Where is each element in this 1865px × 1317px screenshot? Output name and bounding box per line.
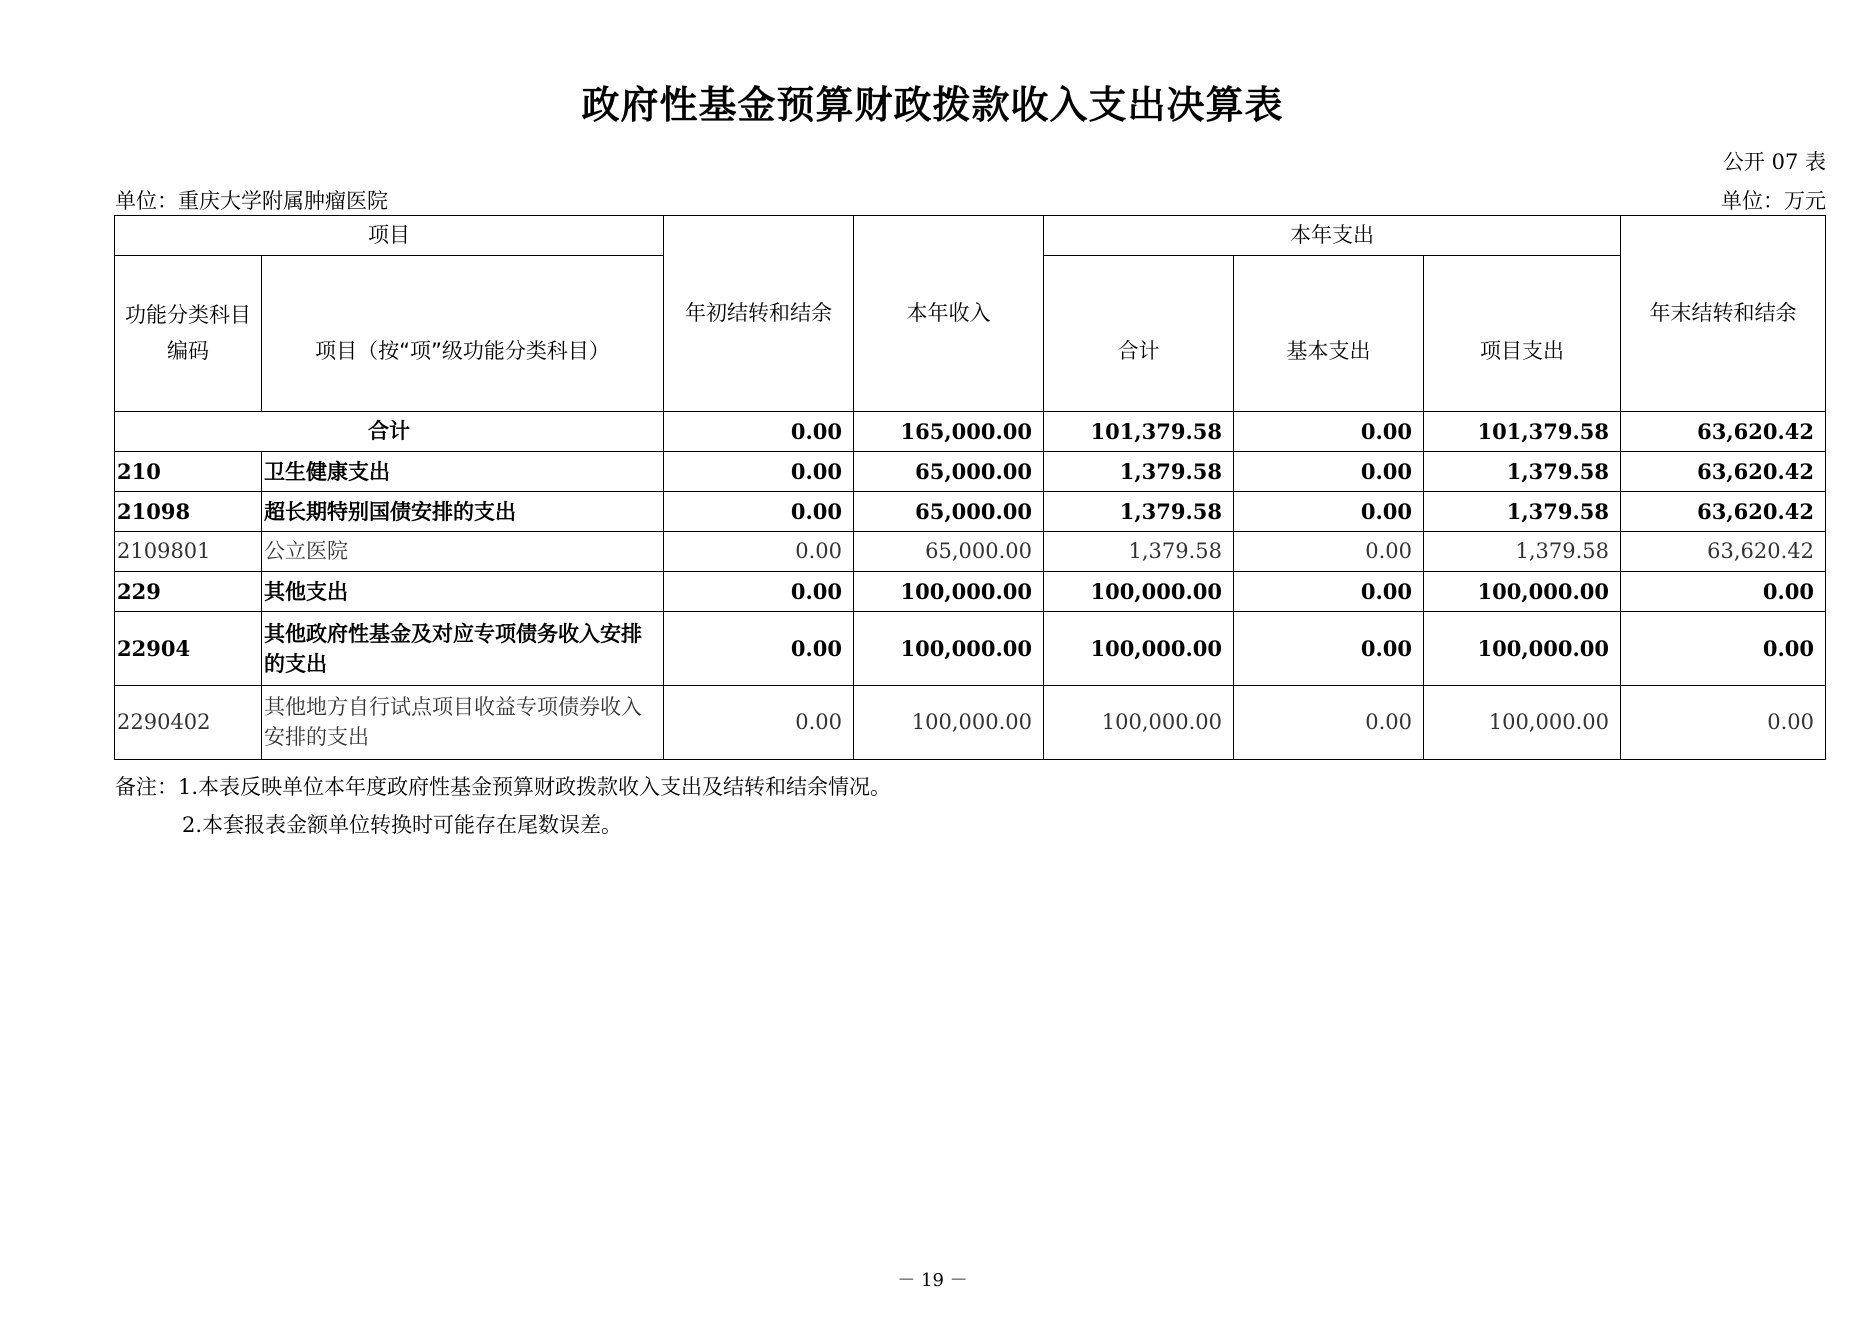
cell-exp-project: 1,379.58 xyxy=(1424,492,1621,532)
cell-code: 229 xyxy=(115,572,262,612)
page-number: － 19 － xyxy=(897,1270,968,1291)
table-row xyxy=(115,572,1826,612)
table-row xyxy=(115,452,1826,492)
cell-name: 其他支出 xyxy=(262,572,664,612)
form-number: 公开 07 表 xyxy=(1722,150,1826,174)
cell-income: 165,000.00 xyxy=(854,412,1044,452)
note-line-2: 2.本套报表金额单位转换时可能存在尾数误差。 xyxy=(182,813,623,837)
cell-end: 63,620.42 xyxy=(1621,532,1826,572)
cell-exp-total: 100,000.00 xyxy=(1044,612,1234,686)
cell-income: 65,000.00 xyxy=(854,532,1044,572)
cell-exp-project: 100,000.00 xyxy=(1424,612,1621,686)
cell-end: 0.00 xyxy=(1621,572,1826,612)
cell-begin: 0.00 xyxy=(664,452,854,492)
cell-begin: 0.00 xyxy=(664,612,854,686)
cell-income: 100,000.00 xyxy=(854,686,1044,760)
cell-exp-basic: 0.00 xyxy=(1234,532,1424,572)
cell-name: 其他政府性基金及对应专项债务收入安排的支出 xyxy=(262,612,664,686)
table-row xyxy=(115,686,1826,760)
header-project: 项目 xyxy=(115,216,664,256)
table-row xyxy=(115,492,1826,532)
header-end-balance: 年末结转和结余 xyxy=(1621,216,1826,412)
table-row xyxy=(115,612,1826,686)
cell-income: 100,000.00 xyxy=(854,572,1044,612)
total-label: 合计 xyxy=(115,412,664,452)
cell-end: 63,620.42 xyxy=(1621,492,1826,532)
budget-table xyxy=(114,215,1826,760)
cell-exp-project: 101,379.58 xyxy=(1424,412,1621,452)
cell-begin: 0.00 xyxy=(664,572,854,612)
cell-begin: 0.00 xyxy=(664,686,854,760)
cell-end: 0.00 xyxy=(1621,686,1826,760)
cell-income: 65,000.00 xyxy=(854,452,1044,492)
cell-code: 210 xyxy=(115,452,262,492)
cell-end: 0.00 xyxy=(1621,612,1826,686)
table-row-total xyxy=(115,412,1826,452)
cell-end: 63,620.42 xyxy=(1621,452,1826,492)
cell-exp-project: 1,379.58 xyxy=(1424,452,1621,492)
unit-organization: 单位：重庆大学附属肿瘤医院 xyxy=(115,189,388,213)
cell-code: 2109801 xyxy=(115,532,262,572)
cell-income: 100,000.00 xyxy=(854,612,1044,686)
note-line-1: 备注：1.本表反映单位本年度政府性基金预算财政拨款收入支出及结转和结余情况。 xyxy=(115,775,892,799)
cell-exp-total: 100,000.00 xyxy=(1044,572,1234,612)
cell-exp-total: 100,000.00 xyxy=(1044,686,1234,760)
header-func-code: 功能分类科目编码 xyxy=(115,256,262,412)
cell-exp-total: 1,379.58 xyxy=(1044,452,1234,492)
header-expense-project: 项目支出 xyxy=(1424,256,1621,412)
cell-exp-basic: 0.00 xyxy=(1234,412,1424,452)
cell-name: 超长期特别国债安排的支出 xyxy=(262,492,664,532)
cell-name: 公立医院 xyxy=(262,532,664,572)
cell-exp-total: 1,379.58 xyxy=(1044,532,1234,572)
cell-begin: 0.00 xyxy=(664,412,854,452)
cell-begin: 0.00 xyxy=(664,492,854,532)
cell-exp-project: 1,379.58 xyxy=(1424,532,1621,572)
cell-exp-project: 100,000.00 xyxy=(1424,686,1621,760)
cell-code: 21098 xyxy=(115,492,262,532)
header-begin-balance: 年初结转和结余 xyxy=(664,216,854,412)
header-expense-basic: 基本支出 xyxy=(1234,256,1424,412)
cell-exp-total: 101,379.58 xyxy=(1044,412,1234,452)
cell-income: 65,000.00 xyxy=(854,492,1044,532)
cell-end: 63,620.42 xyxy=(1621,412,1826,452)
header-expense-total: 合计 xyxy=(1044,256,1234,412)
cell-exp-basic: 0.00 xyxy=(1234,686,1424,760)
cell-exp-basic: 0.00 xyxy=(1234,492,1424,532)
cell-exp-basic: 0.00 xyxy=(1234,452,1424,492)
cell-exp-basic: 0.00 xyxy=(1234,612,1424,686)
cell-exp-total: 1,379.58 xyxy=(1044,492,1234,532)
cell-name: 卫生健康支出 xyxy=(262,452,664,492)
cell-exp-project: 100,000.00 xyxy=(1424,572,1621,612)
unit-currency: 单位：万元 xyxy=(1721,189,1826,213)
cell-code: 22904 xyxy=(115,612,262,686)
cell-begin: 0.00 xyxy=(664,532,854,572)
notes xyxy=(115,768,891,844)
cell-exp-basic: 0.00 xyxy=(1234,572,1424,612)
cell-code: 2290402 xyxy=(115,686,262,760)
header-expense: 本年支出 xyxy=(1044,216,1621,256)
header-income: 本年收入 xyxy=(854,216,1044,412)
cell-name: 其他地方自行试点项目收益专项债券收入安排的支出 xyxy=(262,686,664,760)
table-row xyxy=(115,532,1826,572)
page-title: 政府性基金预算财政拨款收入支出决算表 xyxy=(581,83,1284,127)
header-project-name: 项目（按“项”级功能分类科目） xyxy=(262,256,664,412)
